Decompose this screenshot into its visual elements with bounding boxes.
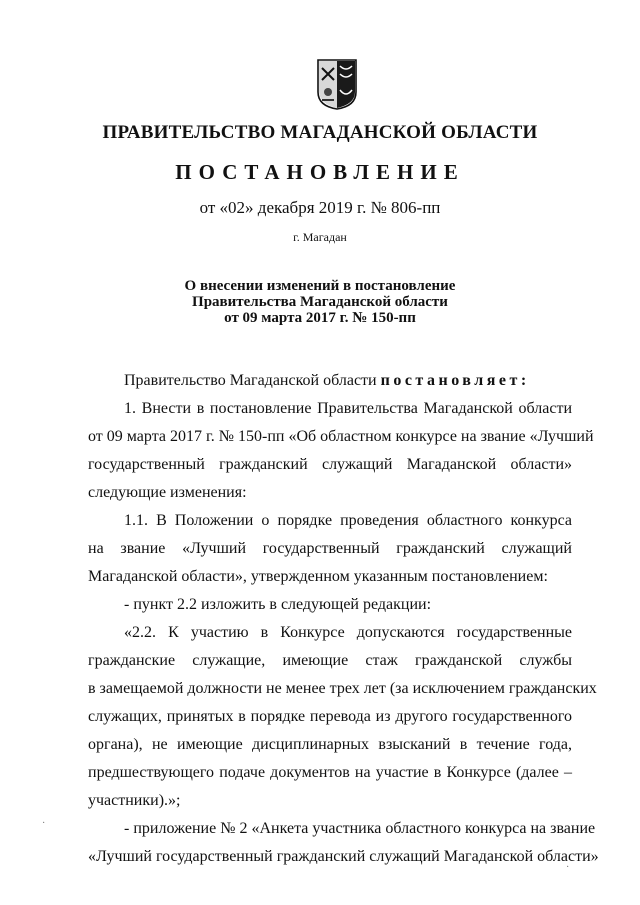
coat-of-arms-icon — [316, 58, 358, 110]
body-line: предшествующего подаче документов на участие в Конкурсе (далее – — [88, 764, 572, 781]
body-line: - приложение № 2 «Анкета участника областного конкурса на звание — [124, 820, 596, 837]
decree-verb: постановляет: — [380, 372, 530, 389]
body-line: «Лучший государственный гражданский служащий Магаданской области» — [88, 848, 599, 865]
body-line: 1. Внести в постановление Правительства Магаданской области — [124, 400, 572, 417]
body-line: от 09 марта 2017 г. № 150-пп «Об областном конкурсе на звание «Лучший — [88, 428, 594, 445]
scan-mark: · — [42, 818, 46, 829]
body-line: служащих, принятых в порядке перевода из другого государственного — [88, 708, 572, 725]
body-line: «2.2. К участию в Конкурсе допускаются государственные — [124, 624, 572, 641]
body-line: участники).»; — [88, 792, 181, 809]
body-line: гражданские служащие, имеющие стаж гражданской службы — [88, 652, 572, 669]
body-line — [88, 367, 572, 395]
subject-line: от 09 марта 2017 г. № 150-пп — [224, 310, 416, 326]
document-body — [88, 367, 599, 871]
scan-mark: · — [566, 862, 570, 873]
subject-line: Правительства Магаданской области — [192, 294, 448, 310]
document-subject — [0, 278, 640, 326]
body-line: 1.1. В Положении о порядке проведения областного конкурса — [124, 512, 572, 529]
body-line: на звание «Лучший государственный гражданский служащий — [88, 540, 572, 557]
body-line: Магаданской области», утвержденном указанным постановлением: — [88, 568, 548, 585]
document-city: г. Магадан — [293, 230, 347, 244]
government-title: ПРАВИТЕЛЬСТВО МАГАДАНСКОЙ ОБЛАСТИ — [102, 122, 538, 143]
subject-line: О внесении изменений в постановление — [184, 278, 456, 294]
document-date-number: от «02» декабря 2019 г. № 806-пп — [199, 198, 441, 217]
body-line: следующие изменения: — [88, 484, 247, 501]
body-line: органа), не имеющие дисциплинарных взысканий в течение года, — [88, 736, 572, 753]
body-line: государственный гражданский служащий Магаданской области» — [88, 456, 572, 473]
document-type-heading: ПОСТАНОВЛЕНИЕ — [175, 160, 465, 184]
body-line: - пункт 2.2 изложить в следующей редакции: — [124, 596, 432, 613]
body-line: в замещаемой должности не менее трех лет (за исключением гражданских — [88, 680, 597, 697]
body-text-fragment: Правительство Магаданской области — [124, 372, 377, 389]
